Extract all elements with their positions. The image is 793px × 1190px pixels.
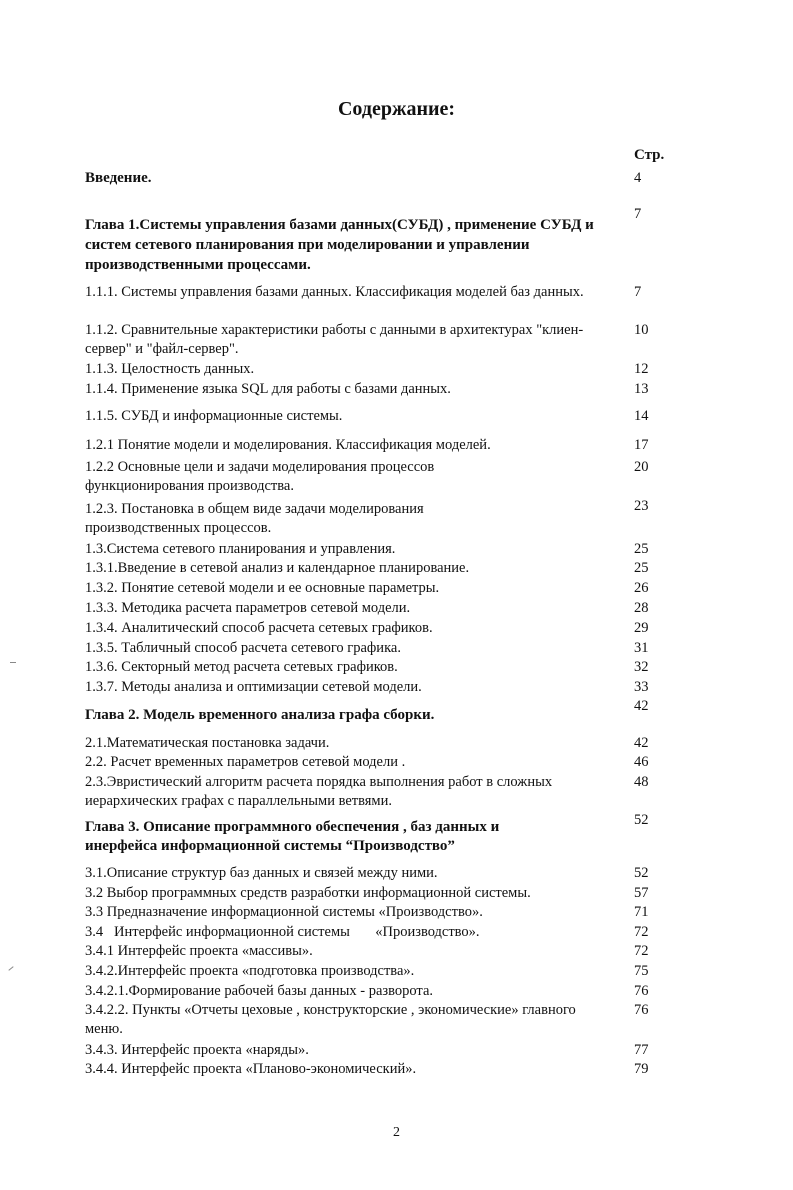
toc-entry-page: 75 <box>634 963 649 979</box>
toc-entry-page: 28 <box>634 600 649 616</box>
toc-entry-text: 3.4.2.2. Пункты «Отчеты цеховые , конструкторские , экономические» главного меню. <box>85 1002 576 1037</box>
toc-entry-page: 32 <box>634 659 649 675</box>
toc-entry-page: 72 <box>634 924 649 940</box>
toc-entry-text: 1.1.1. Системы управления базами данных. Классификация моделей баз данных. <box>85 284 584 300</box>
toc-entry-text: 3.4.4. Интерфейс проекта «Планово-экономический». <box>85 1061 417 1077</box>
scan-mark <box>10 662 16 663</box>
toc-entry-page: 7 <box>634 206 642 222</box>
toc-entry-text: 2.1.Математическая постановка задачи. <box>85 735 330 751</box>
toc-entry-page: 26 <box>634 580 649 596</box>
toc-entry-page: 20 <box>634 459 649 475</box>
toc-entry-page: 4 <box>634 170 642 186</box>
toc-entry-page: 72 <box>634 943 649 959</box>
toc-entry-text: Глава 3. Описание программного обеспечения , баз данных и инерфейса информационной системы “Производство” <box>85 819 500 854</box>
toc-entry-text: 1.2.1 Понятие модели и моделирования. Классификация моделей. <box>85 437 491 453</box>
page-title: Содержание: <box>337 98 456 120</box>
toc-entry-text: 3.4.3. Интерфейс проекта «наряды». <box>85 1042 309 1058</box>
toc-entry-text: 1.3.3. Методика расчета параметров сетевой модели. <box>85 600 411 616</box>
toc-entry-page: 12 <box>634 361 649 377</box>
toc-entry-page: 42 <box>634 698 649 714</box>
toc-entry-text: 3.2 Выбор программных средств разработки информационной системы. <box>85 885 531 901</box>
toc-entry-page: 17 <box>634 437 649 453</box>
toc-entry-text: 3.1.Описание структур баз данных и связей между ними. <box>85 865 438 881</box>
toc-entry-text: 3.4.2.Интерфейс проекта «подготовка производства». <box>85 963 415 979</box>
toc-entry-text: 1.3.4. Аналитический способ расчета сетевых графиков. <box>85 620 433 636</box>
page-number: 2 <box>393 1125 400 1140</box>
toc-entry-page: 46 <box>634 754 649 770</box>
toc-entry-page: 52 <box>634 812 649 828</box>
toc-entry-text: 1.1.5. СУБД и информационные системы. <box>85 408 343 424</box>
toc-entry-page: 48 <box>634 774 649 790</box>
toc-entry-page: 57 <box>634 885 649 901</box>
toc-entry-text: 1.3.1.Введение в сетевой анализ и календарное планирование. <box>85 560 470 576</box>
toc-entry-page: 25 <box>634 560 649 576</box>
toc-entry-text: 1.3.5. Табличный способ расчета сетевого графика. <box>85 640 401 656</box>
toc-entry-page: 52 <box>634 865 649 881</box>
toc-entry-page: 14 <box>634 408 649 424</box>
toc-entry-text: Глава 1.Системы управления базами данных(СУБД) , применение СУБД и систем сетевого планирования при моделировании и управлении производственными процессами. <box>85 217 594 273</box>
toc-entry-text: 1.2.3. Постановка в общем виде задачи моделирования производственных процессов. <box>85 501 424 536</box>
toc-entry-page: 76 <box>634 1002 649 1018</box>
page-column-header: Стр. <box>634 147 665 163</box>
toc-entry-page: 13 <box>634 381 649 397</box>
toc-entry-text: Введение. <box>85 170 152 186</box>
toc-entry-text: 1.3.7. Методы анализа и оптимизации сетевой модели. <box>85 679 422 695</box>
toc-entry-page: 33 <box>634 679 649 695</box>
toc-entry-text: 2.3.Эвристический алгоритм расчета порядка выполнения работ в сложных иерархических графах с параллельными ветвями. <box>85 774 553 809</box>
scan-mark <box>8 966 13 971</box>
toc-entry-page: 25 <box>634 541 649 557</box>
toc-entry-page: 42 <box>634 735 649 751</box>
toc-entry-text: Глава 2. Модель временного анализа графа сборки. <box>85 707 435 723</box>
toc-entry-page: 79 <box>634 1061 649 1077</box>
toc-entry-text: 2.2. Расчет временных параметров сетевой модели . <box>85 754 406 770</box>
toc-entry-page: 7 <box>634 284 642 300</box>
toc-entry-text: 3.4 Интерфейс информационной системы «Производство». <box>85 924 480 940</box>
toc-entry-text: 1.1.2. Сравнительные характеристики работы с данными в архитектурах "клиен-сервер" и "файл-сервер". <box>85 322 584 357</box>
toc-entry-page: 29 <box>634 620 649 636</box>
toc-entry-page: 71 <box>634 904 649 920</box>
toc-entry-text: 1.2.2 Основные цели и задачи моделирования процессов функционирования производства. <box>85 459 435 494</box>
toc-entry-text: 1.3.Система сетевого планирования и управления. <box>85 541 396 557</box>
toc-entry-text: 1.3.2. Понятие сетевой модели и ее основные параметры. <box>85 580 440 596</box>
toc-entry-page: 23 <box>634 498 649 514</box>
toc-entry-page: 76 <box>634 983 649 999</box>
toc-entry-text: 3.3 Предназначение информационной системы «Производство». <box>85 904 483 920</box>
toc-entry-text: 1.1.4. Применение языка SQL для работы с базами данных. <box>85 381 451 397</box>
toc-entry-text: 1.3.6. Секторный метод расчета сетевых графиков. <box>85 659 398 675</box>
toc-entry-page: 77 <box>634 1042 649 1058</box>
toc-entry-page: 10 <box>634 322 649 338</box>
toc-entry-page: 31 <box>634 640 649 656</box>
toc-entry-text: 3.4.2.1.Формирование рабочей базы данных - разворота. <box>85 983 433 999</box>
toc-entry-text: 1.1.3. Целостность данных. <box>85 361 255 377</box>
toc-entry-text: 3.4.1 Интерфейс проекта «массивы». <box>85 943 313 959</box>
